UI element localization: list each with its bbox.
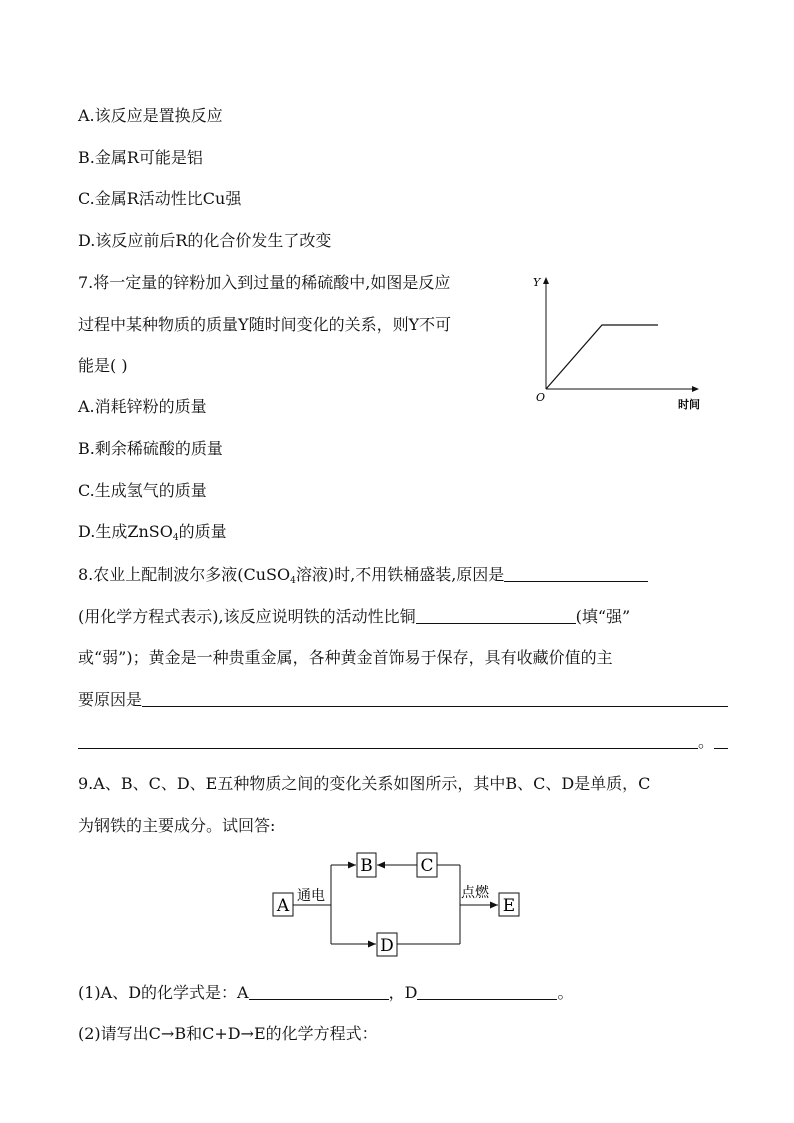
y-axis-label: Y <box>533 276 541 289</box>
q9-blank-a[interactable] <box>249 984 389 1000</box>
q7-graph <box>528 268 718 418</box>
q8-line4-text: 要原因是 <box>78 690 143 709</box>
q9-sub1-prefix: (1)A、D的化学式是：A <box>78 983 249 1002</box>
q8-line3: 或“弱”)；黄金是一种贵重金属，各种黄金首饰易于保存，具有收藏价值的主 <box>78 648 613 667</box>
q9-sub2: (2)请写出C→B和C+D→E的化学方程式： <box>78 1024 378 1043</box>
box-b-label: B <box>360 856 373 876</box>
q7-stem-line1: 7.将一定量的锌粉加入到过量的稀硫酸中,如图是反应 <box>78 273 451 292</box>
q8-blank-tail <box>714 733 728 749</box>
origin-label: O <box>536 391 546 404</box>
q8-line5-end: 。 <box>698 732 715 751</box>
q8-line5 <box>78 732 728 752</box>
label-ignite: 点燃 <box>461 885 489 901</box>
q7-stem-line2: 过程中某种物质的质量Y随时间变化的关系，则Y不可 <box>78 315 452 334</box>
q8-line1-suffix: 溶液)时,不用铁桶盛装,原因是 <box>295 565 505 584</box>
q9-line2: 为钢铁的主要成分。试回答: <box>78 816 276 835</box>
q9-sub1-mid: ，D <box>388 983 418 1002</box>
box-c-label: C <box>420 856 434 876</box>
q6-option-d: D.该反应前后R的化合价发生了改变 <box>78 231 332 250</box>
q7-option-c: C.生成氢气的质量 <box>78 481 207 500</box>
q7-option-d-subscript: 4 <box>172 533 179 543</box>
q8-line1-subscript: 4 <box>290 576 296 586</box>
q8-blank-reason-2[interactable] <box>78 733 698 749</box>
box-e-label: E <box>502 896 516 916</box>
q6-option-a: A.该反应是置换反应 <box>78 106 223 125</box>
q8-line2-prefix: (用化学方程式表示),该反应说明铁的活动性比铜 <box>78 607 416 626</box>
graph-curve <box>546 325 658 389</box>
q7-option-a: A.消耗锌粉的质量 <box>78 397 207 416</box>
q8-line4 <box>78 690 728 710</box>
q9-sub1-end: 。 <box>557 983 574 1002</box>
q8-line2 <box>78 607 630 627</box>
q8-blank-reason-1[interactable] <box>142 691 728 707</box>
box-d-label: D <box>380 936 394 956</box>
q8-blank-activity[interactable] <box>416 608 576 624</box>
q7-option-b: B.剩余稀硫酸的质量 <box>78 439 223 458</box>
q8-line2-suffix: (填“强” <box>575 607 631 626</box>
q7-option-d-prefix: D.生成ZnSO <box>78 522 173 541</box>
q9-sub1 <box>78 983 573 1003</box>
q8-blank-equation[interactable] <box>504 566 648 582</box>
q7-option-d <box>78 522 227 548</box>
q6-option-c: C.金属R活动性比Cu强 <box>78 189 242 208</box>
q8-line1 <box>78 565 648 591</box>
label-electrolysis: 通电 <box>297 888 325 904</box>
q6-option-b: B.金属R可能是铝 <box>78 148 203 167</box>
q7-stem-line3: 能是( ) <box>78 356 128 375</box>
q7-option-d-suffix: 的质量 <box>178 522 227 541</box>
x-axis-label: 时间 <box>678 398 700 411</box>
q8-line1-prefix: 8.农业上配制波尔多液(CuSO <box>78 565 291 584</box>
q9-diagram <box>265 845 530 965</box>
q9-blank-d[interactable] <box>417 984 557 1000</box>
q9-line1: 9.A、B、C、D、E五种物质之间的变化关系如图所示，其中B、C、D是单质，C <box>78 774 651 793</box>
box-a-label: A <box>276 896 290 916</box>
